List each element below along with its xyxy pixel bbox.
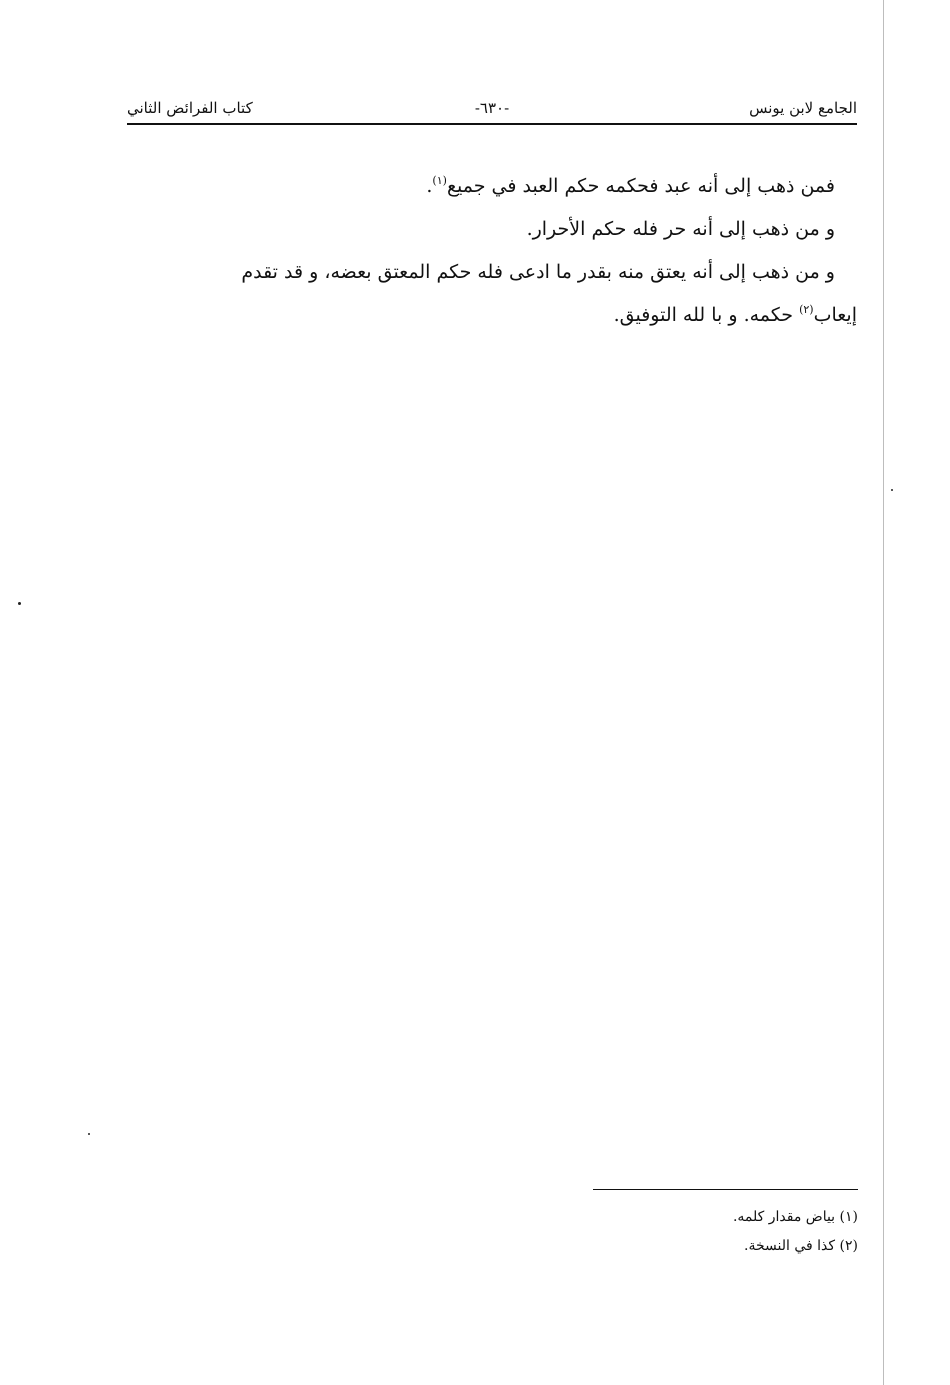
paragraph-3-continuation: [127, 294, 857, 337]
scan-speck: [18, 602, 21, 605]
scan-speck: [891, 489, 893, 491]
header-book-title: الجامع لابن يونس: [749, 99, 857, 117]
paragraph-2: و من ذهب إلى أنه حر فله حكم الأحرار.: [526, 218, 835, 240]
paragraph-3-cont-end: حكمه. و با لله التوفيق.: [613, 304, 800, 326]
scan-speck: [88, 1133, 90, 1135]
header-chapter-title: كتاب الفرائض الثاني: [127, 99, 253, 117]
running-header: [127, 95, 857, 125]
footnote-separator: [593, 1189, 858, 1190]
paragraph-1: [127, 165, 857, 208]
page-edge-line: [883, 0, 884, 1385]
page-number: -٦٣٠-: [474, 99, 510, 117]
paragraph-1-end: .: [426, 175, 433, 197]
paragraph-3-cont-start: إيعاب: [813, 304, 857, 326]
footnote-1: (١) بياض مقدار كلمه.: [732, 1209, 858, 1225]
footnote-ref-2: (٢): [799, 303, 814, 316]
footnote-ref-1: (١): [432, 174, 447, 187]
footnote-2: (٢) كذا في النسخة.: [744, 1238, 858, 1254]
paragraph-1-text: فمن ذهب إلى أنه عبد فحكمه حكم العبد في جميع: [446, 175, 835, 197]
paragraph-3: و من ذهب إلى أنه يعتق منه بقدر ما ادعى فله حكم المعتق بعضه، و قد تقدم: [241, 261, 835, 283]
main-text: [127, 165, 857, 337]
footnotes: [593, 1203, 858, 1261]
